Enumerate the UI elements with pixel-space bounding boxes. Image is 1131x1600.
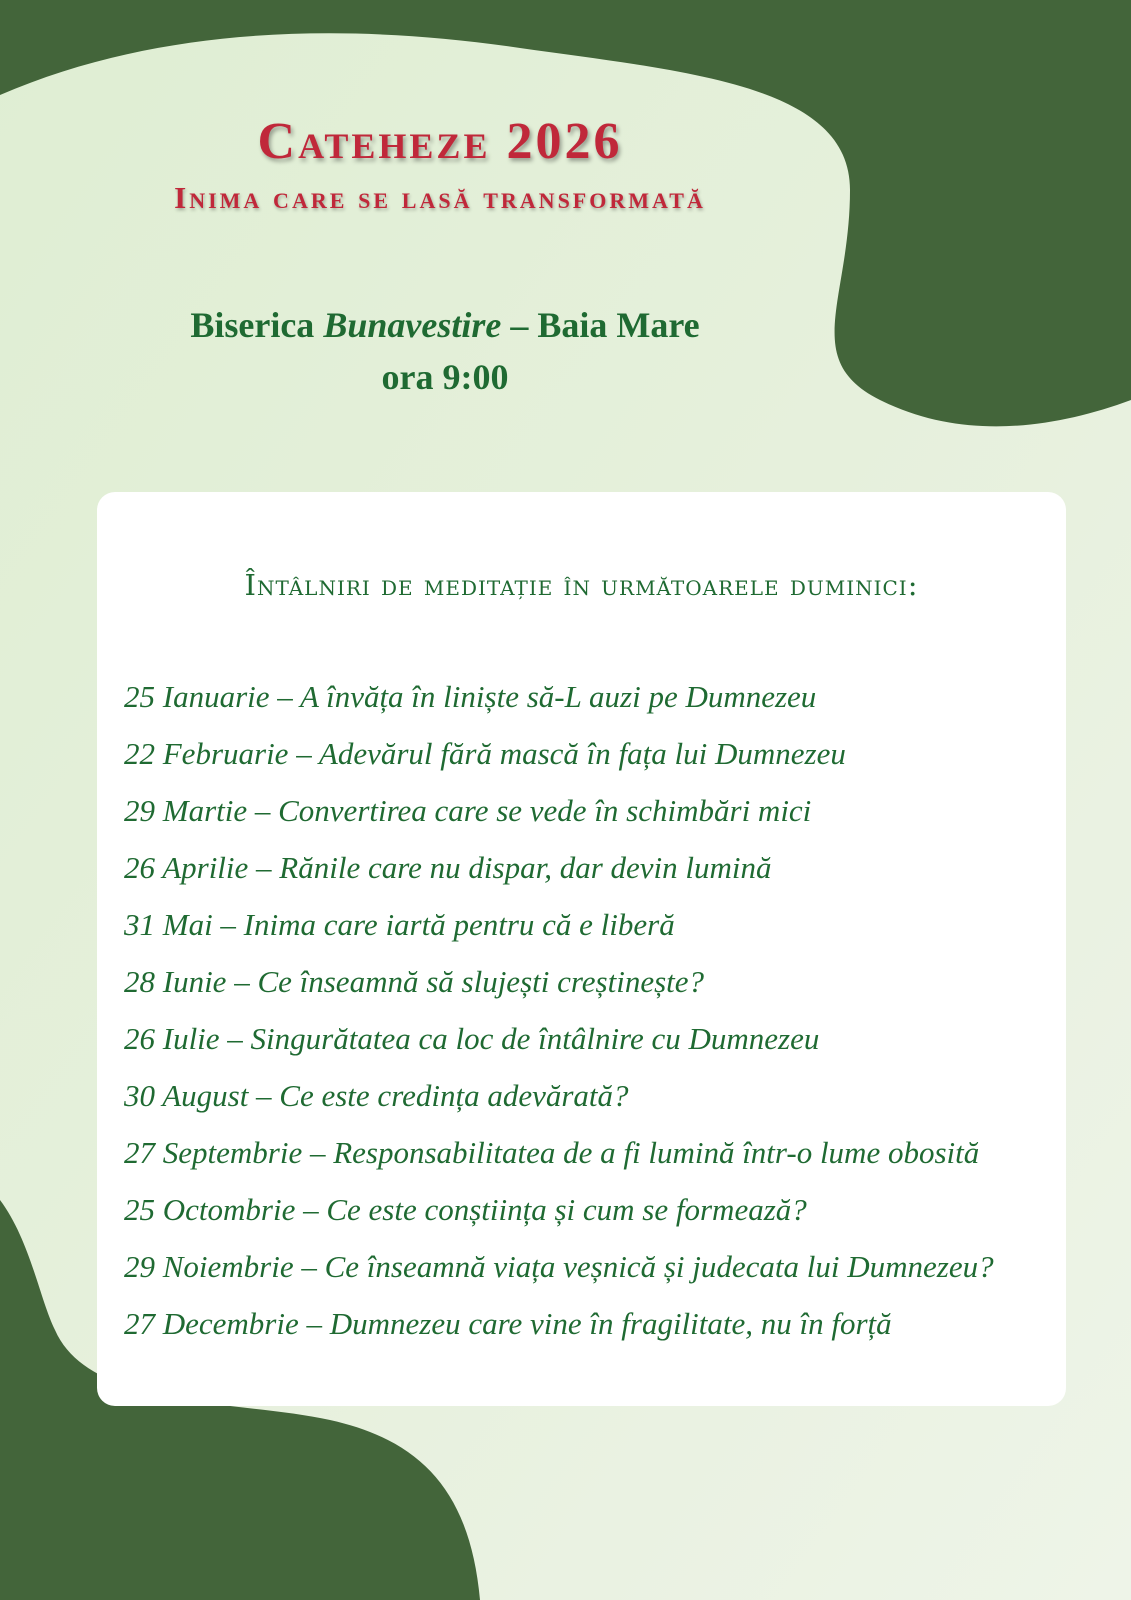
church-prefix: Biserica xyxy=(190,305,315,345)
church-city: – Baia Mare xyxy=(510,305,700,345)
church-location xyxy=(0,304,890,346)
meeting-item: 30 August – Ce este credința adevărată? xyxy=(124,1078,629,1113)
meeting-item: 26 Iulie – Singurătatea ca loc de întâlnire cu Dumnezeu xyxy=(124,1021,820,1056)
meeting-item: 27 Septembrie – Responsabilitatea de a fi lumină într-o lume obosită xyxy=(124,1135,980,1170)
schedule-heading: Întâlniri de meditație în următoarele duminici: xyxy=(244,568,919,602)
page-title: Cateheze 2026 xyxy=(257,113,623,170)
meeting-item: 22 Februarie – Adevărul fără mască în fața lui Dumnezeu xyxy=(124,736,846,771)
church-name: Bunavestire xyxy=(323,305,502,345)
meeting-item: 27 Decembrie – Dumnezeu care vine în fragilitate, nu în forță xyxy=(124,1306,892,1341)
meeting-item: 28 Iunie – Ce înseamnă să slujești creștinește? xyxy=(124,964,705,999)
meeting-time: ora 9:00 xyxy=(381,357,509,397)
meeting-list xyxy=(124,668,994,1352)
meeting-item: 26 Aprilie – Rănile care nu dispar, dar devin lumină xyxy=(124,850,772,885)
meeting-item: 25 Octombrie – Ce este conștiința și cum se formează? xyxy=(124,1192,807,1227)
schedule-card xyxy=(97,492,1066,1406)
meeting-item: 29 Noiembrie – Ce înseamnă viața veșnică și judecata lui Dumnezeu? xyxy=(124,1249,994,1284)
page-subtitle: Inima care se lasă transformată xyxy=(174,180,706,215)
meeting-item: 25 Ianuarie – A învăța în liniște să-L auzi pe Dumnezeu xyxy=(124,679,817,714)
meeting-item: 29 Martie – Convertirea care se vede în schimbări mici xyxy=(124,793,812,828)
meeting-item: 31 Mai – Inima care iartă pentru că e liberă xyxy=(124,907,675,942)
